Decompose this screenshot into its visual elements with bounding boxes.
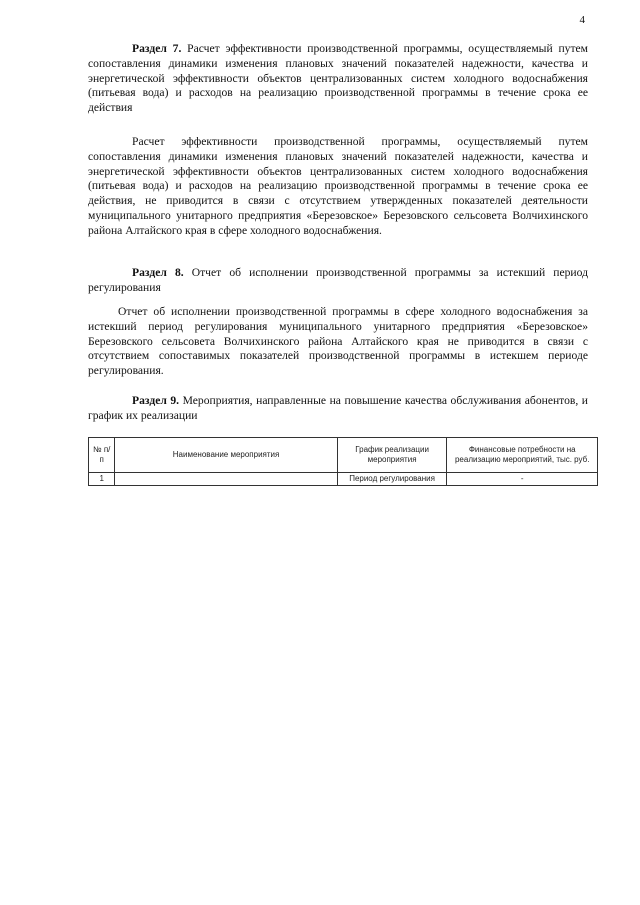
measures-table [88,437,598,486]
section-7-label: Раздел 7. [132,42,182,55]
header-schedule: График реализации мероприятия [337,438,447,473]
table-header-row [89,438,598,473]
section-8-heading-text: Отчет об исполнении производственной программы за истекший период регулирования [88,266,588,294]
page-number: 4 [579,14,585,26]
header-financial-needs: Финансовые потребности на реализацию мероприятий, тыс. руб. [447,438,598,473]
table-row [89,473,598,486]
section-8-heading [88,266,588,296]
section-7-heading-text: Расчет эффективности производственной программы, осуществляемый путем сопоставления динамики изменения плановых значений показателей надежности, качества и энергетической эффективности объектов централизованных систем холодного водоснабжения (питьевая вода) и расходов на реализацию производственной программы в течение срока ее действия [88,42,589,115]
cell-schedule: Период регулирования [337,473,447,486]
cell-number: 1 [89,473,115,486]
section-8-label: Раздел 8. [132,266,184,279]
section-9-heading [88,394,588,424]
section-9-heading-text: Мероприятия, направленные на повышение качества обслуживания абонентов, и график их реализации [88,394,589,422]
header-measure-name: Наименование мероприятия [115,438,337,473]
section-7-heading [88,42,588,116]
cell-measure-name [115,473,337,486]
header-number: № п/п [89,438,115,473]
section-9-label: Раздел 9. [132,394,180,407]
cell-financial-needs: - [447,473,598,486]
section-7-body: Расчет эффективности производственной программы, осуществляемый путем сопоставления динамики изменения плановых значений показателей надежности, качества и энергетической эффективности объектов централизованных систем холодного водоснабжения (питьевая вода) и расходов на реализацию производственной программы в течение срока ее действия, не приводится в связи с отсутствием утвержденных показателей деятельности муниципального унитарного предприятия «Березовское» Березовского сельсовета Волчихинского района Алтайского края в сфере холодного водоснабжения. [88,135,588,237]
section-8-body: Отчет об исполнении производственной программы в сфере холодного водоснабжения за истекший период регулирования муниципального унитарного предприятия «Березовское» Березовского сельсовета Волчихинского района Алтайского края не приводится в связи с отсутствием сопоставимых показателей производственной программы в истекшем периоде регулирования. [88,305,588,378]
